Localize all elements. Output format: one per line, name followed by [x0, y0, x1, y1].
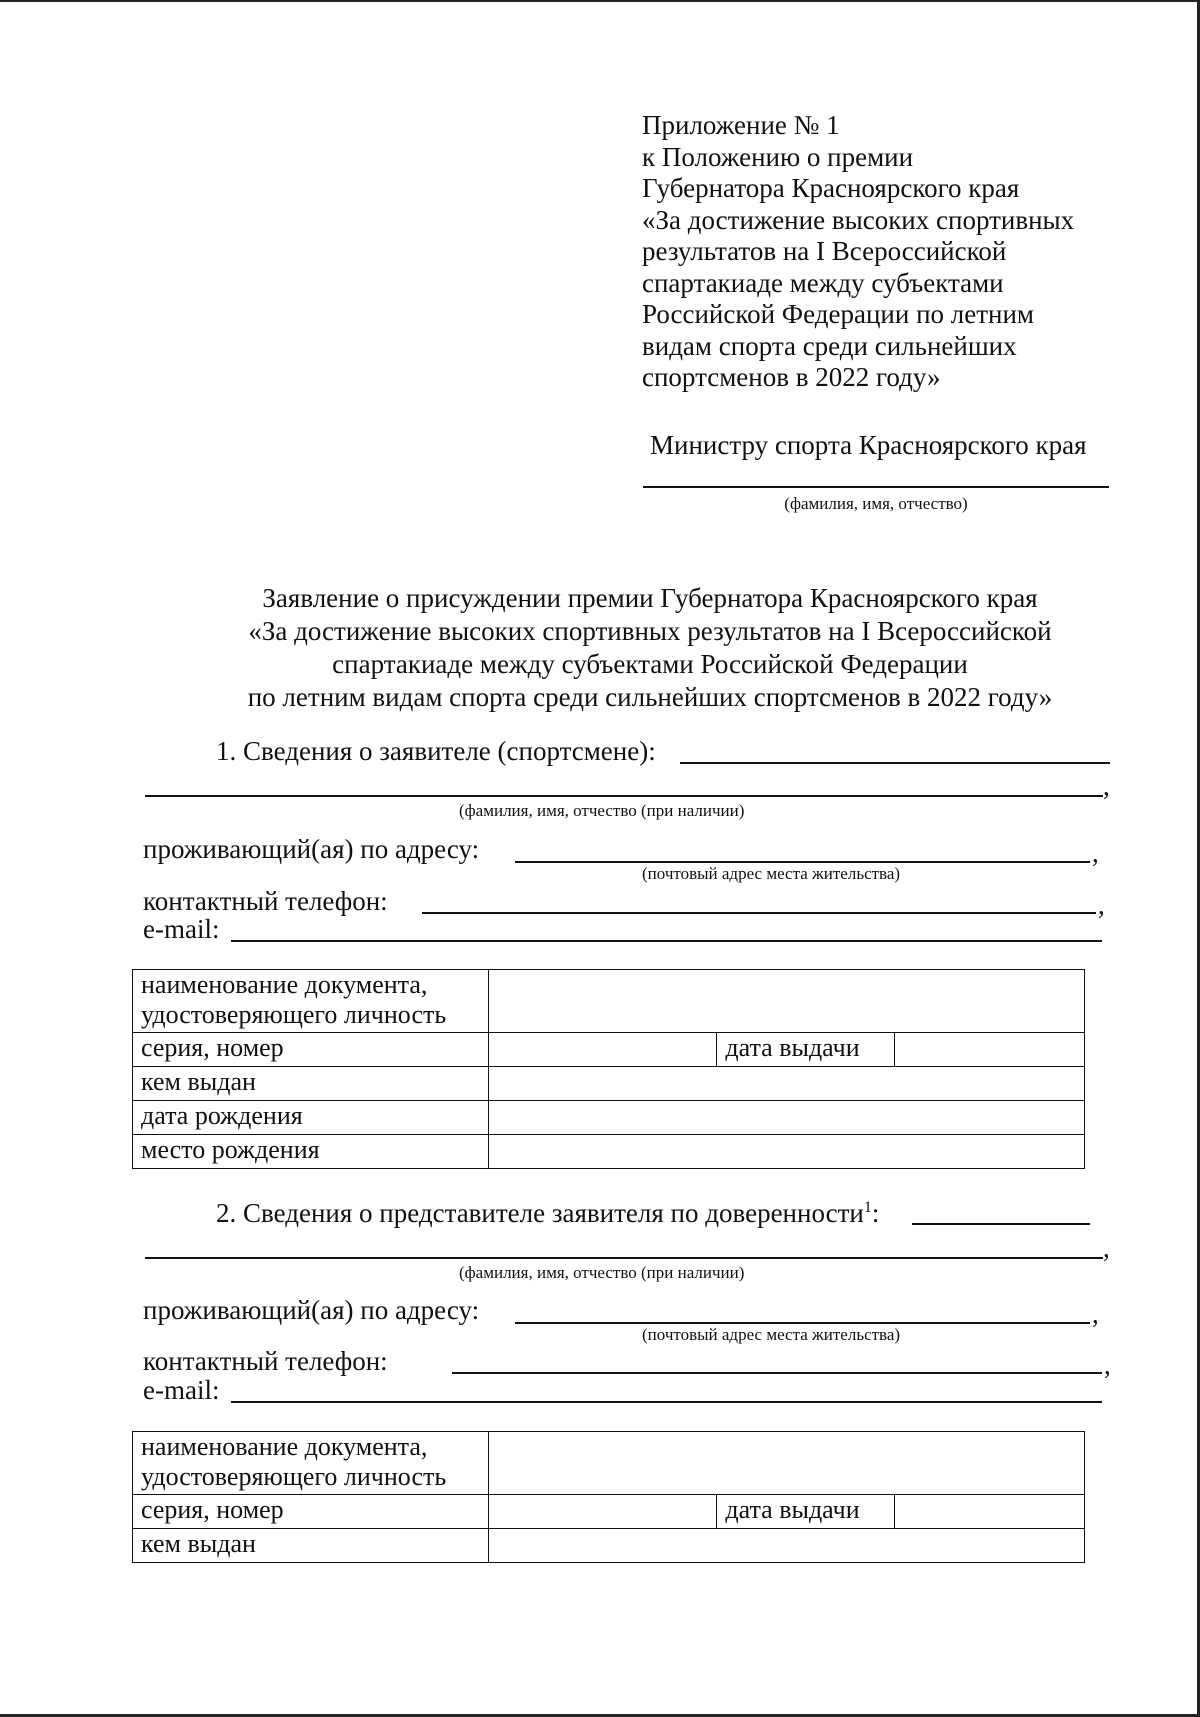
comma: ,: [1092, 838, 1099, 868]
appendix-line: Российской Федерации по летним: [642, 299, 1035, 329]
applicant-address-field[interactable]: [515, 861, 1090, 863]
doc-name-label: наименование документа, удостоверяющего личность: [133, 1432, 489, 1495]
name-caption: (фамилия, имя, отчество (при наличии): [459, 801, 745, 820]
addressee-caption: (фамилия, имя, отчество): [784, 494, 968, 513]
doc-name-label: наименование документа, удостоверяющего личность: [133, 970, 489, 1033]
title-line: по летним видам спорта среди сильнейших спортсменов в 2022 году»: [247, 682, 1053, 712]
comma: ,: [1104, 1350, 1111, 1380]
comma: ,: [1103, 771, 1110, 801]
representative-name-field-2[interactable]: [145, 1257, 1103, 1259]
representative-phone-field[interactable]: [452, 1372, 1102, 1374]
birth-place-cell[interactable]: [488, 1135, 1084, 1169]
applicant-name-field-2[interactable]: [145, 795, 1103, 797]
birth-date-label: дата рождения: [133, 1101, 489, 1135]
comma: ,: [1098, 890, 1105, 920]
phone-label: контактный телефон:: [143, 886, 388, 916]
comma: ,: [1092, 1299, 1099, 1329]
section1-heading: 1. Сведения о заявителе (спортсмене):: [216, 736, 656, 766]
doc-name-cell[interactable]: [488, 970, 1084, 1033]
scan-edge-top: [0, 0, 1200, 2]
series-label: серия, номер: [133, 1495, 489, 1529]
series-cell[interactable]: [488, 1033, 717, 1067]
appendix-block: [642, 110, 1162, 394]
representative-email-field[interactable]: [231, 1401, 1102, 1403]
issue-date-cell[interactable]: [895, 1495, 1085, 1529]
doc-name-cell[interactable]: [488, 1432, 1084, 1495]
appendix-line: Губернатора Красноярского края: [642, 173, 1020, 203]
colon: :: [871, 1198, 880, 1228]
title-line: «За достижение высоких спортивных результатов на I Всероссийской: [248, 616, 1052, 646]
issued-by-cell[interactable]: [488, 1067, 1084, 1101]
address-label: проживающий(ая) по адресу:: [143, 834, 480, 864]
address-label: проживающий(ая) по адресу:: [143, 1295, 480, 1325]
applicant-id-table: [132, 969, 1085, 1169]
issue-date-label: дата выдачи: [717, 1033, 895, 1067]
email-label: e-mail:: [143, 1375, 220, 1405]
issue-date-label: дата выдачи: [717, 1495, 895, 1529]
birth-date-cell[interactable]: [488, 1101, 1084, 1135]
appendix-line: к Положению о премии: [642, 141, 914, 172]
series-label: серия, номер: [133, 1033, 489, 1067]
footnote-mark: 1: [863, 1199, 872, 1216]
phone-label: контактный телефон:: [143, 1346, 388, 1376]
appendix-line: спортсменов в 2022 году»: [642, 362, 941, 392]
appendix-line: Приложение № 1: [642, 110, 840, 140]
email-label: e-mail:: [143, 914, 220, 944]
applicant-phone-field[interactable]: [422, 912, 1096, 914]
appendix-line: спартакиаде между субъектами: [642, 267, 1004, 298]
addressee: Министру спорта Красноярского края: [650, 430, 1087, 460]
statement-title: [130, 582, 1170, 714]
name-caption: (фамилия, имя, отчество (при наличии): [459, 1263, 745, 1282]
series-cell[interactable]: [488, 1495, 717, 1529]
applicant-email-field[interactable]: [231, 940, 1102, 942]
issue-date-cell[interactable]: [895, 1033, 1085, 1067]
appendix-line: «За достижение высоких спортивных: [642, 204, 1075, 235]
appendix-line: результатов на I Всероссийской: [642, 236, 1007, 266]
appendix-line: видам спорта среди сильнейших: [642, 330, 1017, 361]
issued-by-label: кем выдан: [133, 1067, 489, 1101]
address-caption: (почтовый адрес места жительства): [642, 1325, 901, 1344]
birth-place-label: место рождения: [133, 1135, 489, 1169]
address-caption: (почтовый адрес места жительства): [642, 864, 901, 883]
representative-address-field[interactable]: [515, 1322, 1090, 1324]
title-line: спартакиаде между субъектами Российской Федерации: [332, 649, 968, 679]
section2-heading: [216, 1198, 879, 1228]
addressee-name-field[interactable]: [643, 486, 1109, 488]
representative-id-table: [132, 1431, 1085, 1563]
applicant-name-field-1[interactable]: [680, 762, 1110, 764]
issued-by-label: кем выдан: [133, 1529, 489, 1563]
section2-heading-text: 2. Сведения о представителе заявителя по доверенности: [216, 1198, 864, 1228]
issued-by-cell[interactable]: [488, 1529, 1084, 1563]
comma: ,: [1103, 1233, 1110, 1263]
representative-name-field-1[interactable]: [912, 1223, 1090, 1225]
title-line: Заявление о присуждении премии Губернатора Красноярского края: [262, 583, 1038, 613]
